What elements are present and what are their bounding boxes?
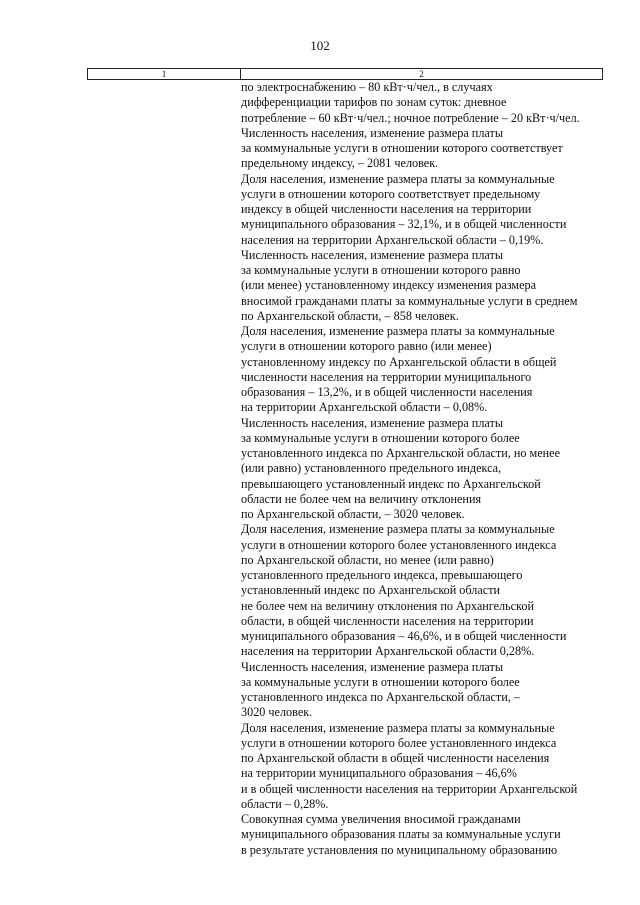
text-line: за коммунальные услуги в отношении которого соответствует: [241, 141, 563, 155]
text-line: индексу в общей численности населения на территории: [241, 202, 532, 216]
text-line: услуги в отношении которого более установленного индекса: [241, 537, 557, 552]
text-line: населения на территории Архангельской области 0,28%.: [241, 644, 535, 659]
text-line: Численность населения, изменение размера платы: [241, 247, 504, 262]
text-line: на территории Архангельской области – 0,08%.: [241, 400, 488, 415]
text-line: по Архангельской области, но менее (или равно): [241, 552, 494, 567]
text-line: по Архангельской области, – 3020 человек.: [241, 507, 465, 521]
text-line: муниципального образования – 32,1%, и в общей численности: [241, 217, 567, 232]
text-line: муниципального образования платы за коммунальные услуги: [241, 827, 561, 842]
text-line: услуги в отношении которого равно (или менее): [241, 339, 492, 354]
text-line: установленного индекса по Архангельской области, но менее: [241, 446, 560, 460]
text-line: Доля населения, изменение размера платы за коммунальные: [241, 522, 555, 537]
text-line: за коммунальные услуги в отношении которого более: [241, 430, 520, 445]
text-line: за коммунальные услуги в отношении которого равно: [241, 263, 521, 277]
text-line: установленный индекс по Архангельской области: [241, 583, 501, 598]
text-line: и в общей численности населения на территории Архангельской: [241, 781, 578, 796]
text-line: Доля населения, изменение размера платы за коммунальные: [241, 720, 555, 735]
text-line: области, в общей численности населения на территории: [241, 613, 534, 628]
text-line: услуги в отношении которого более установленного индекса: [241, 735, 557, 750]
text-line: (или менее) установленному индексу изменения размера: [241, 278, 536, 293]
page-number: 102: [310, 38, 330, 53]
text-line: установленному индексу по Архангельской области в общей: [241, 354, 557, 369]
text-line: услуги в отношении которого соответствует предельному: [241, 186, 541, 201]
text-line: Совокупная сумма увеличения вносимой гражданами: [241, 812, 521, 826]
text-line: дифференциации тарифов по зонам суток: дневное: [241, 95, 507, 110]
column-1-header: 1: [88, 69, 241, 79]
document-body-text: [241, 80, 607, 858]
text-line: Численность населения, изменение размера платы: [241, 659, 504, 674]
text-line: за коммунальные услуги в отношении которого более: [241, 674, 520, 689]
text-line: превышающего установленный индекс по Архангельской: [241, 476, 541, 491]
text-line: в результате установления по муниципальному образованию: [241, 842, 558, 857]
text-line: Численность населения, изменение размера платы: [241, 125, 504, 140]
text-line: области не более чем на величину отклонения: [241, 491, 482, 506]
text-line: 3020 человек.: [241, 705, 313, 720]
text-line: численности населения на территории муниципального: [241, 369, 532, 384]
text-line: образования – 13,2%, и в общей численности населения: [241, 385, 533, 399]
text-line: по электроснабжению – 80 кВт·ч/чел., в случаях: [241, 80, 493, 94]
text-line: Доля населения, изменение размера платы за коммунальные: [241, 324, 555, 338]
text-line: (или равно) установленного предельного индекса,: [241, 461, 502, 476]
text-line: по Архангельской области, – 858 человек.: [241, 308, 459, 323]
table-header-row: [87, 68, 603, 80]
text-line: потребление – 60 кВт·ч/чел.; ночное потребление – 20 кВт·ч/чел.: [241, 110, 580, 125]
text-line: Доля населения, изменение размера платы за коммунальные: [241, 171, 555, 186]
text-line: не более чем на величину отклонения по Архангельской: [241, 598, 534, 613]
text-line: на территории муниципального образования – 46,6%: [241, 766, 517, 781]
text-line: установленного предельного индекса, превышающего: [241, 568, 523, 582]
text-line: Численность населения, изменение размера платы: [241, 415, 504, 430]
column-2-header: 2: [419, 69, 424, 79]
text-line: населения на территории Архангельской области – 0,19%.: [241, 232, 544, 247]
text-line: области – 0,28%.: [241, 796, 329, 811]
text-line: муниципального образования – 46,6%, и в общей численности: [241, 629, 567, 643]
text-line: предельному индексу, – 2081 человек.: [241, 156, 439, 171]
text-line: по Архангельской области в общей численности населения: [241, 751, 550, 765]
text-line: вносимой гражданами платы за коммунальные услуги в среднем: [241, 293, 578, 308]
text-line: установленного индекса по Архангельской области, –: [241, 690, 520, 704]
